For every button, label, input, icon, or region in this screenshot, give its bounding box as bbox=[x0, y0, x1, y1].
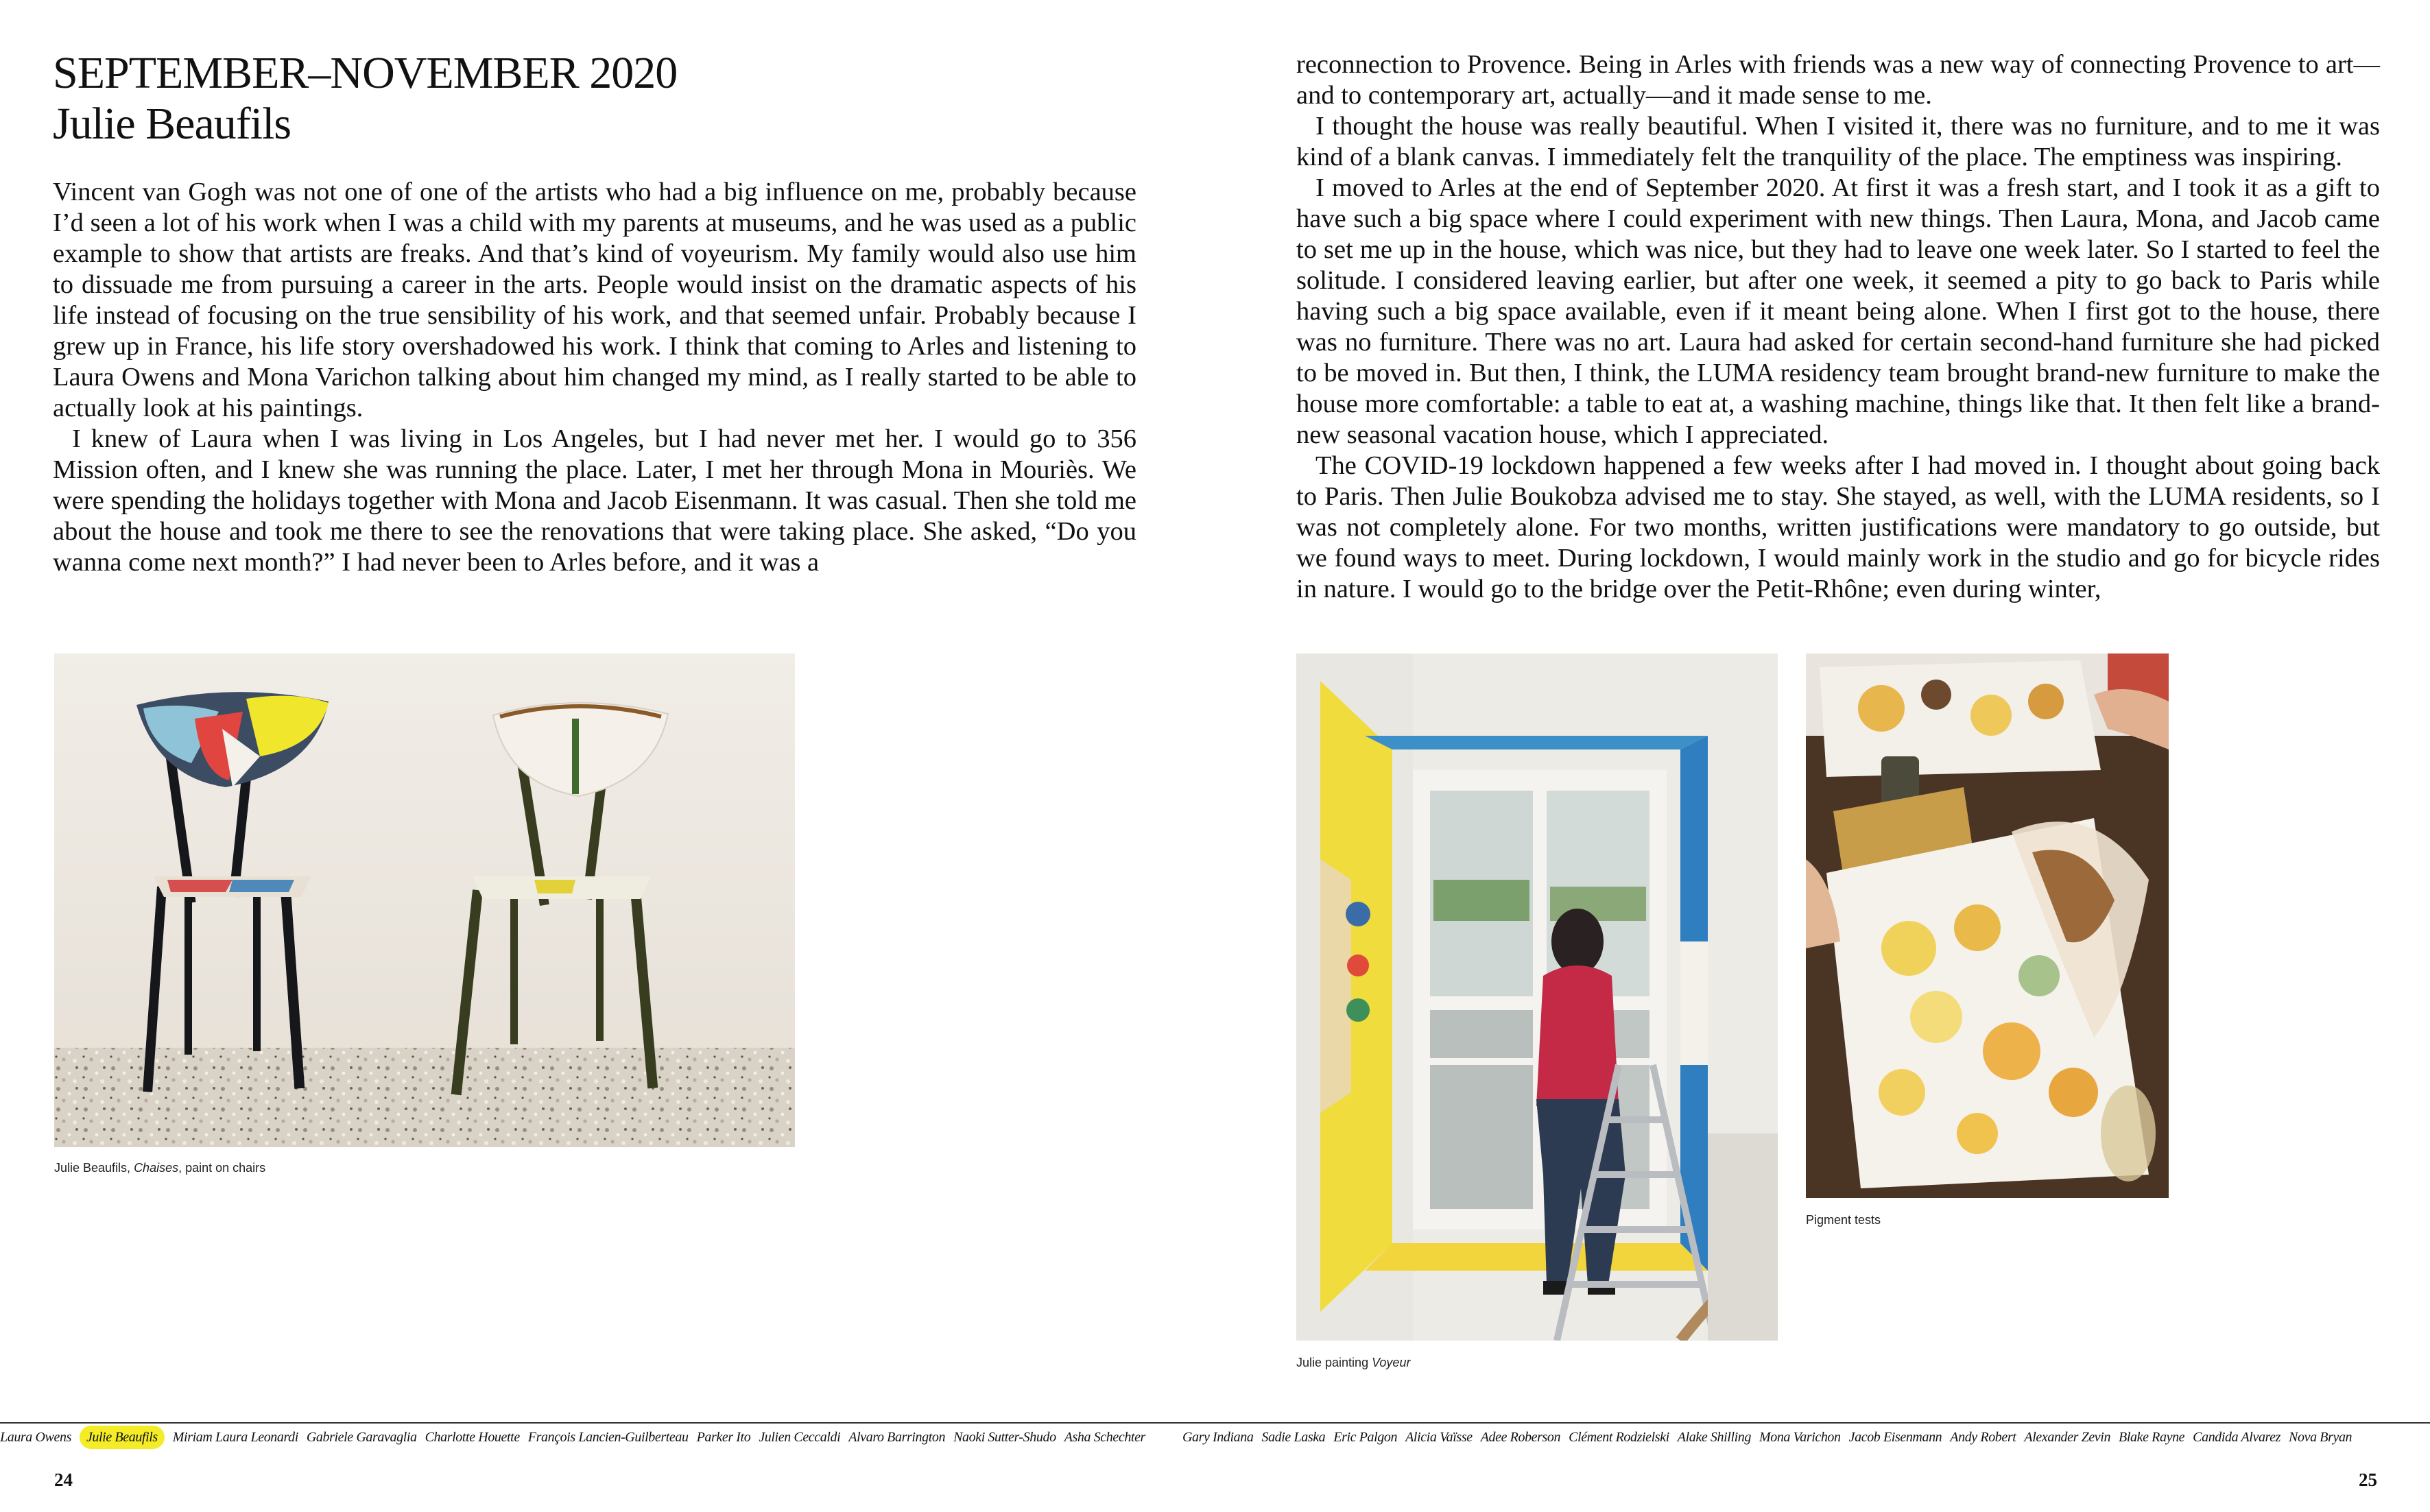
right-page bbox=[1215, 0, 2430, 1512]
artist-name: François Lancien-Guilberteau bbox=[527, 1430, 689, 1445]
paragraph: I moved to Arles at the end of September 2020. At first it was a fresh start, and I took it as a gift to have such a big space where I could experiment with new things. Then Laura, Mona, and Jacob came to set me up in the house, which was nice, but they had to leave one week later. So I started to feel the solitude. I considered leaving earlier, but after one week, it seemed a pity to go back to Paris while having such a big space available, even if it meant being alone. When I first got to the house, there was no furniture. There was no art. Laura had asked for certain second-hand furniture she had picked to be moved in. But then, I think, the LUMA residency team brought brand-new furniture to make the house more comfortable: a table to eat at, a washing machine, things like that. It then felt like a brand-new seasonal vacation house, which I appreciated. bbox=[1296, 173, 2380, 449]
artist-names-strip bbox=[0, 1426, 2430, 1449]
artist-name: Parker Ito bbox=[696, 1430, 751, 1445]
artist-name: Candida Alvarez bbox=[2193, 1430, 2281, 1445]
paragraph: The COVID-19 lockdown happened a few weeks after I had moved in. I thought about going back to Paris. Then Julie Boukobza advised me to stay. She stayed, as well, with the LUMA residents, so I was not completely alone. For two months, written justifications were mandatory to go outside, but we found ways to meet. During lockdown, I would mainly work in the studio and go for bicycle rides in nature. I would go to the bridge over the Petit-Rhône; even during winter, bbox=[1296, 451, 2380, 603]
paragraph: I knew of Laura when I was living in Los Angeles, but I had never met her. I would go to 356 Mission often, and I knew she was running the place. Later, I met her through Mona in Mouriès. We were spending the holidays together with Mona and Jacob Eisenmann. It was casual. Then she told me about the house and took me there to see the renovations that were taking place. She asked, “Do you wanna come next month?” I had never been to Arles before, and it was a bbox=[53, 424, 1136, 577]
heading-artist: Julie Beaufils bbox=[53, 99, 291, 149]
artist-name: Miriam Laura Leonardi bbox=[172, 1430, 298, 1445]
artist-name: Jacob Eisenmann bbox=[1848, 1430, 1942, 1445]
left-body-text bbox=[53, 177, 1136, 578]
artist-name: Julie Beaufils bbox=[80, 1426, 165, 1449]
caption-artist: Julie Beaufils, bbox=[54, 1161, 134, 1175]
chairs-photo bbox=[54, 653, 795, 1147]
artist-name: Blake Rayne bbox=[2119, 1430, 2185, 1445]
pigment-tests-photo bbox=[1806, 653, 2169, 1198]
paragraph: Vincent van Gogh was not one of one of the artists who had a big influence on me, probably because I’d seen a lot of his work when I was a child with my parents at museums, and he was used as a public example to show that artists are freaks. And that’s kind of voyeurism. My family would also use him to dissuade me from pursuing a career in the arts. People would insist on the dramatic aspects of his life instead of focusing on the true sensibility of his work, and that seemed unfair. Probably because I grew up in France, his life story overshadowed his work. I think that coming to Arles and listening to Laura Owens and Mona Varichon talking about him changed my mind, as I really started to be able to actually look at his paintings. bbox=[53, 178, 1136, 422]
window-caption bbox=[1296, 1355, 1410, 1370]
artist-name: Alvaro Barrington bbox=[848, 1430, 946, 1445]
artist-name: Clément Rodzielski bbox=[1569, 1430, 1669, 1445]
page-number-left: 24 bbox=[54, 1469, 73, 1490]
artist-name: Alake Shilling bbox=[1677, 1430, 1751, 1445]
window-painting-photo bbox=[1296, 653, 1778, 1341]
artist-name: Julien Ceccaldi bbox=[759, 1430, 841, 1445]
artist-name: Gabriele Garavaglia bbox=[306, 1430, 417, 1445]
artist-name: Naoki Sutter-Shudo bbox=[953, 1430, 1056, 1445]
chairs-caption bbox=[54, 1160, 265, 1175]
caption-medium: , paint on chairs bbox=[178, 1161, 266, 1175]
caption-title: Voyeur bbox=[1372, 1356, 1411, 1369]
names-strip-rule bbox=[0, 1422, 2430, 1424]
pigment-caption: Pigment tests bbox=[1806, 1213, 1881, 1227]
artist-name: Laura Owens bbox=[0, 1430, 71, 1445]
artist-name: Eric Palgon bbox=[1333, 1430, 1398, 1445]
right-body-text bbox=[1296, 49, 2380, 605]
artist-name: Andy Robert bbox=[1950, 1430, 2016, 1445]
page-number-right: 25 bbox=[2359, 1469, 2377, 1490]
artist-name: Alicia Vaïsse bbox=[1405, 1430, 1473, 1445]
artist-name: Sadie Laska bbox=[1261, 1430, 1326, 1445]
caption-title: Chaises bbox=[134, 1161, 179, 1175]
heading-period: SEPTEMBER–NOVEMBER 2020 bbox=[53, 48, 678, 98]
section-heading bbox=[53, 48, 677, 149]
artist-name: Asha Schechter bbox=[1064, 1430, 1145, 1445]
artist-name: Charlotte Houette bbox=[425, 1430, 520, 1445]
artist-name: Adee Roberson bbox=[1480, 1430, 1561, 1445]
caption-prefix: Julie painting bbox=[1296, 1356, 1372, 1369]
artist-name: Mona Varichon bbox=[1759, 1430, 1841, 1445]
artist-name: Nova Bryan bbox=[2289, 1430, 2352, 1445]
artist-name: Alexander Zevin bbox=[2024, 1430, 2111, 1445]
paragraph: reconnection to Provence. Being in Arles with friends was a new way of connecting Provence to art—and to contemporary art, actually—and it made sense to me. bbox=[1296, 50, 2380, 110]
artist-name: Gary Indiana bbox=[1182, 1430, 1254, 1445]
paragraph: I thought the house was really beautiful. When I visited it, there was no furniture, and to me it was kind of a blank canvas. I immediately felt the tranquility of the place. The emptiness was inspiring. bbox=[1296, 112, 2380, 171]
